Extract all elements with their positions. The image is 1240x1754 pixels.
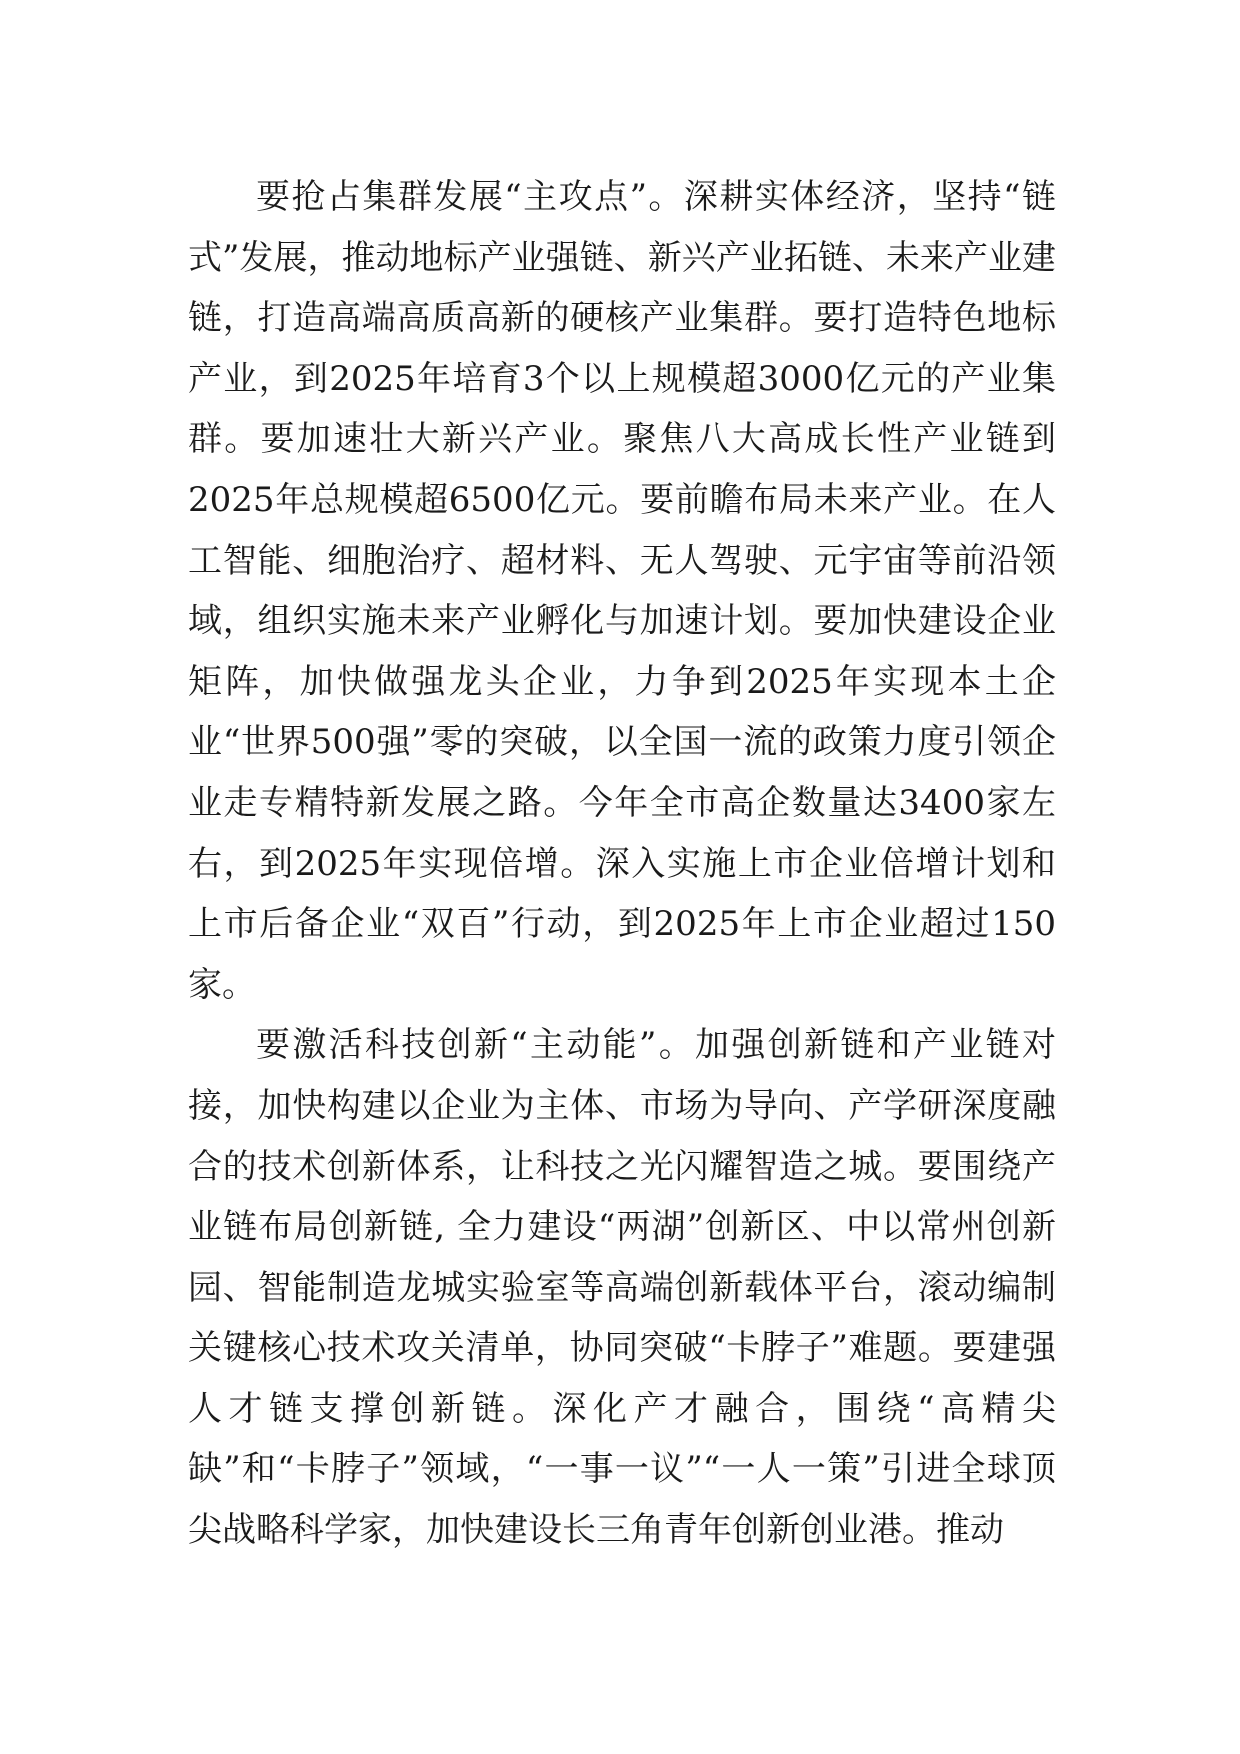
paragraph-tech-innovation: 要激活科技创新“主动能”。加强创新链和产业链对接，加快构建以企业为主体、市场为导向、产学研深度融合的技术创新体系，让科技之光闪耀智造之城。要围绕产业链布局创新链, 全力建设“两湖”创新区、中以常州创新园、智能制造龙城实验室等高端创新载体平台，滚动编制关键核心技术攻关清单，协同突破“卡脖子”难题。要建强人才链支撑创新链。深化产才融合，围绕“高精尖缺”和“卡脖子”领域，“一事一议”“一人一策”引进全球顶尖战略科学家，加快建设长三角青年创新创业港。推动 [188,1025,1056,1551]
paragraph-cluster-development: 要抢占集群发展“主攻点”。深耕实体经济，坚持“链式”发展，推动地标产业强链、新兴产业拓链、未来产业建链，打造高端高质高新的硬核产业集群。要打造特色地标产业，到2025年培育3个以上规模超3000亿元的产业集群。要加速壮大新兴产业。聚焦八大高成长性产业链到2025年总规模超6500亿元。要前瞻布局未来产业。在人工智能、细胞治疗、超材料、无人驾驶、元宇宙等前沿领域，组织实施未来产业孵化与加速计划。要加快建设企业矩阵，加快做强龙头企业，力争到2025年实现本土企业“世界500强”零的突破，以全国一流的政策力度引领企业走专精特新发展之路。今年全市高企数量达3400家左右，到2025年实现倍增。深入实施上市企业倍增计划和上市后备企业“双百”行动，到2025年上市企业超过150家。 [188,177,1056,1005]
document-body [188,167,1056,1561]
